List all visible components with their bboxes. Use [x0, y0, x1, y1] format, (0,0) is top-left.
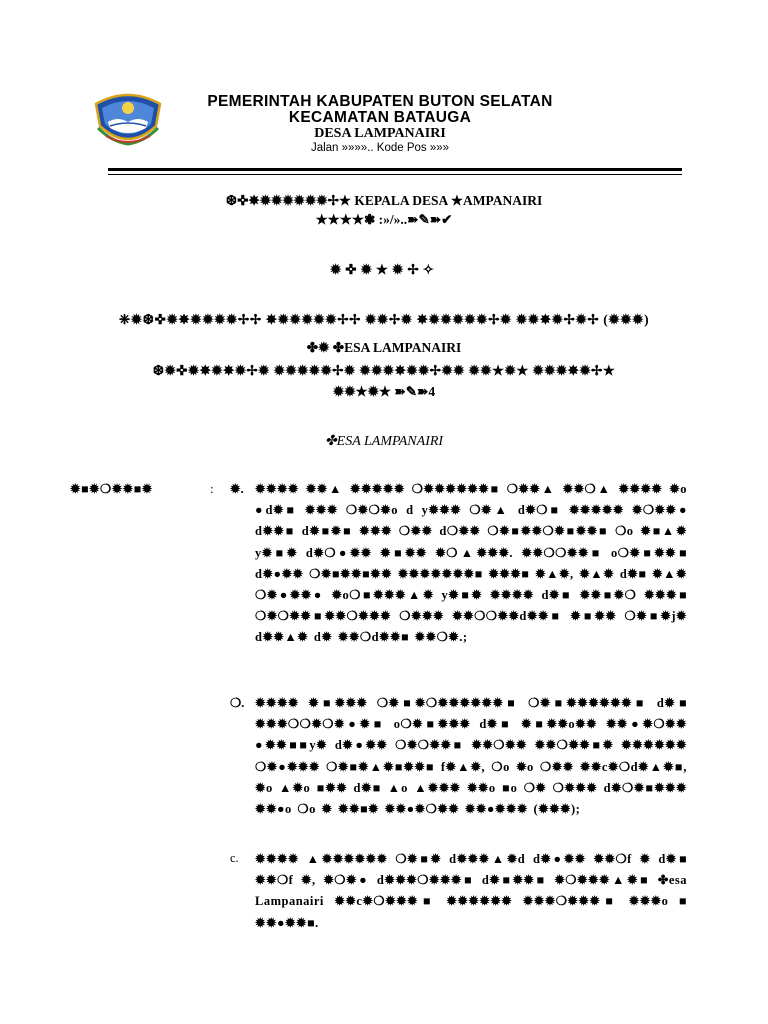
letterhead-government: PEMERINTAH KABUPATEN BUTON SELATAN [207, 93, 553, 110]
item-paragraph-c: ✹✹✹✹ ▲✹✹✹✹✹✹ ❍✹■✹ d✹✹✹▲✹d d✹●✹✹ ✹✹❍f ✹ d✹■ ✹✹❍f ✹, ✹❍✹● d✹✹✹❍✹✹✹■ d✹■✹✹■ ✹❍✹✹✹▲✹■ ✤esa Lampanairi ✹✹c✹❍✹✹✹■ ✹✹✹✹✹✹ ✹✹✹❍✹✹✹■ ✹✹✹o ■ ✹✹●✹✹■. [255, 852, 687, 930]
letterhead-village: DESA LAMPANAIRI [314, 126, 446, 141]
letterhead-address: Jalan »»»».. Kode Pos »»» [310, 142, 450, 154]
subject-line-3: ❆✹✜✹✸✹✸✹✢✹ ✹✹✹✹✹✢✹ ✹✹✹✸✹✹✢✹✹ ✹✹★✹★ ✹✹✹✸✹✢★ [152, 363, 616, 378]
letterhead-divider-thin [108, 174, 682, 175]
section-label: ✹■✹❍✹✹■✹ [70, 482, 153, 496]
document-title: ❆✜✸✹✹✹✹✹✹✢★ KEPALA DESA ★AMPANAIRI [225, 193, 543, 208]
subject-line-4: ✹✹★✹★ ➽✎➽4 [332, 384, 436, 399]
subject-line-2: ✤✹ ✤ESA LAMPANAIRI [306, 340, 462, 355]
document-number: ★★★★❃ :»/»..➽✎➽✔ [315, 212, 453, 227]
letterhead-divider-thick [108, 168, 682, 171]
item-marker-a: ✹. [230, 482, 244, 496]
item-paragraph-a: ✹✹✹✹ ✹✹▲ ✹✹✹✹✹ ❍✹✹✹✹✹✹■ ❍✹✹▲ ✹✹❍▲ ✹✹✹✹ ✹o ●d✹■ ✹✹✹ ❍✹❍✹o d y✹✹✹ ❍✹▲ d✹❍■ ✹✹✹✹✹ ✹❍✹✹● d✹✹■ d✹■✹■ ✹✹✹ ❍✹✹ d❍✹✹ ❍✹■✹✹❍✹■✹✹■ ❍o ✹■▲✹ y✹■✹ d✹❍●✹✹ ✹■✹✹ ✹❍▲✹✹✹. ✹✹❍❍✹✹■ o❍✹■✹✹■ d✹●✹✹ ❍✹■✹✹■✹✹ ✹✹✹✹✹✹✹■ ✹✹✹■ ✹▲✹, ✹▲✹ d✹■ ✹▲✹ ❍✹●✹✹● ✹o❍■✹✹✹▲✹ y✹■✹ ✹✹✹✹ d✹■ ✹✹■✹❍ ✹✹✹■ ❍✹❍✹✹■✹✹❍✹✹✹ ❍✹✹✹ ✹✹❍❍✹✹d✹✹■ ✹■✹✹ ❍✹■✹j✹ d✹✹▲✹ d✹ ✹✹❍d✹✹■ ✹✹❍✹.; [255, 482, 687, 645]
item-paragraph-b: ✹✹✹✹ ✹■✹✹✹ ❍✹■✹❍✹✹✹✹✹✹■ ❍✹■✹✹✹✹✹✹■ d✹■ ✹✹✹❍❍✹❍✹●✹■ o❍✹■✹✹✹ d✹■ ✹■✹✹o✹✹ ✹✹●✹❍✹✹ ●✹✹■■y✹ d✹●✹✹ ❍✹❍✹✹■ ✹✹❍✹✹ ✹✹❍✹✹■✹ ✹✹✹✹✹✹ ❍✹●✹✹✹ ❍✹■✹▲✹■✹✹■ f✹▲✹, ❍o ✹o ❍✹✹ ✹✹c✹❍d✹▲✹■, ✹o ▲✹o ■✹✹ d✹■ ▲o ▲✹✹✹ ✹✹o ■o ❍✹ ❍✹✹✹ d✹❍✹■✹✹✹ ✹✹●o ❍o ✹ ✹✹■✹ ✹✹●✹❍✹✹ ✹✹●✹✹✹ (✹✹✹); [255, 696, 687, 817]
section-colon: : [210, 481, 214, 496]
subject-line-1: ❈✹❆✜✹✸✹✹✹✹✢✢ ✸✹✹✹✹✹✢✢ ✹✹✢✹ ✸✹✹✹✹✹✢✹ ✹✹✸✹✢✹✢ (✹✹✹) [118, 312, 650, 327]
document-heading: ✹✜✹★✹✢✧ [330, 262, 438, 277]
dedication-line: ✤ESA LAMPANAIRI [324, 434, 444, 449]
letterhead-district: KECAMATAN BATAUGA [288, 109, 472, 126]
item-marker-b: ❍. [230, 696, 245, 710]
regency-emblem-logo [92, 86, 164, 148]
item-marker-c: c. [230, 851, 239, 865]
